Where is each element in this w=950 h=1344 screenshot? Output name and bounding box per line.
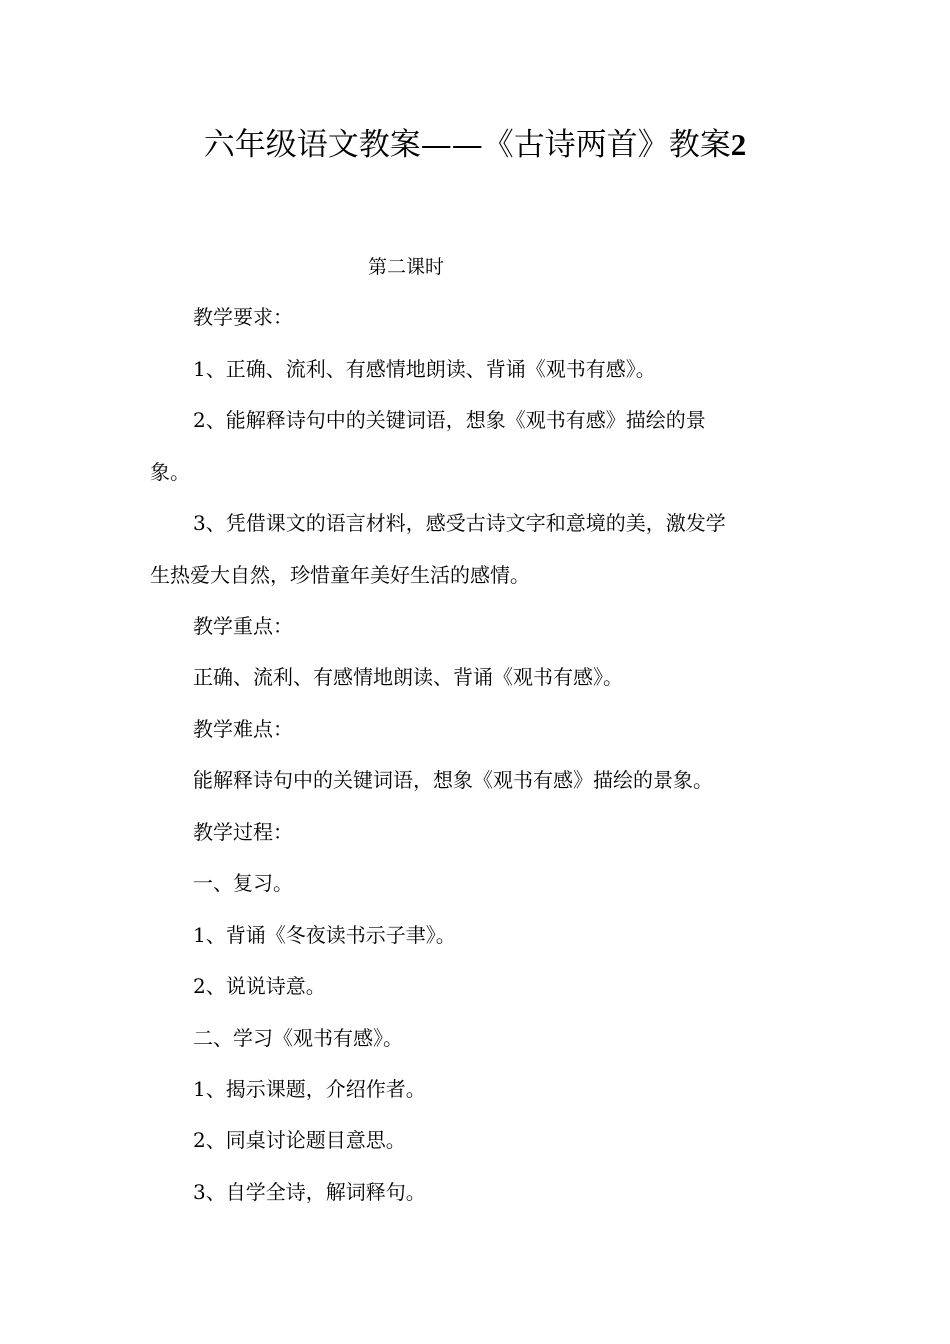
title-number: 2: [730, 127, 747, 162]
paragraph-study-step-1: 1、揭示课题，介绍作者。: [193, 1077, 426, 1101]
paragraph-study-step-3: 3、自学全诗，解词释句。: [193, 1180, 426, 1204]
title-main-text: 六年级语文教案——《古诗两首》教案: [203, 127, 731, 163]
paragraph-requirement-3-cont: 生热爱大自然，珍惜童年美好生活的感情。: [150, 563, 530, 587]
paragraph-review-step-2: 2、说说诗意。: [193, 974, 326, 998]
paragraph-requirement-1: 1、正确、流利、有感情地朗读、背诵《观书有感》。: [193, 357, 656, 381]
paragraph-key-points: 正确、流利、有感情地朗读、背诵《观书有感》。: [193, 665, 623, 689]
paragraph-difficulties: 能解释诗句中的关键词语，想象《观书有感》描绘的景象。: [193, 768, 713, 792]
paragraph-difficulties-heading: 教学难点：: [193, 717, 293, 741]
paragraph-section-study: 二、学习《观书有感》。: [193, 1026, 403, 1050]
paragraph-requirement-2: 2、能解释诗句中的关键词语，想象《观书有感》描绘的景: [193, 408, 706, 432]
paragraph-process-heading: 教学过程：: [193, 820, 293, 844]
paragraph-requirement-2-cont: 象。: [150, 460, 190, 484]
lesson-period-heading: 第二课时: [368, 256, 445, 278]
paragraph-study-step-2: 2、同桌讨论题目意思。: [193, 1128, 406, 1152]
paragraph-review-step-1: 1、背诵《冬夜读书示子聿》。: [193, 923, 456, 947]
paragraph-requirements-heading: 教学要求：: [193, 305, 293, 329]
document-title: [0, 120, 950, 170]
paragraph-key-points-heading: 教学重点：: [193, 614, 293, 638]
paragraph-section-review: 一、复习。: [193, 871, 293, 895]
paragraph-requirement-3: 3、凭借课文的语言材料，感受古诗文字和意境的美，激发学: [193, 511, 726, 535]
